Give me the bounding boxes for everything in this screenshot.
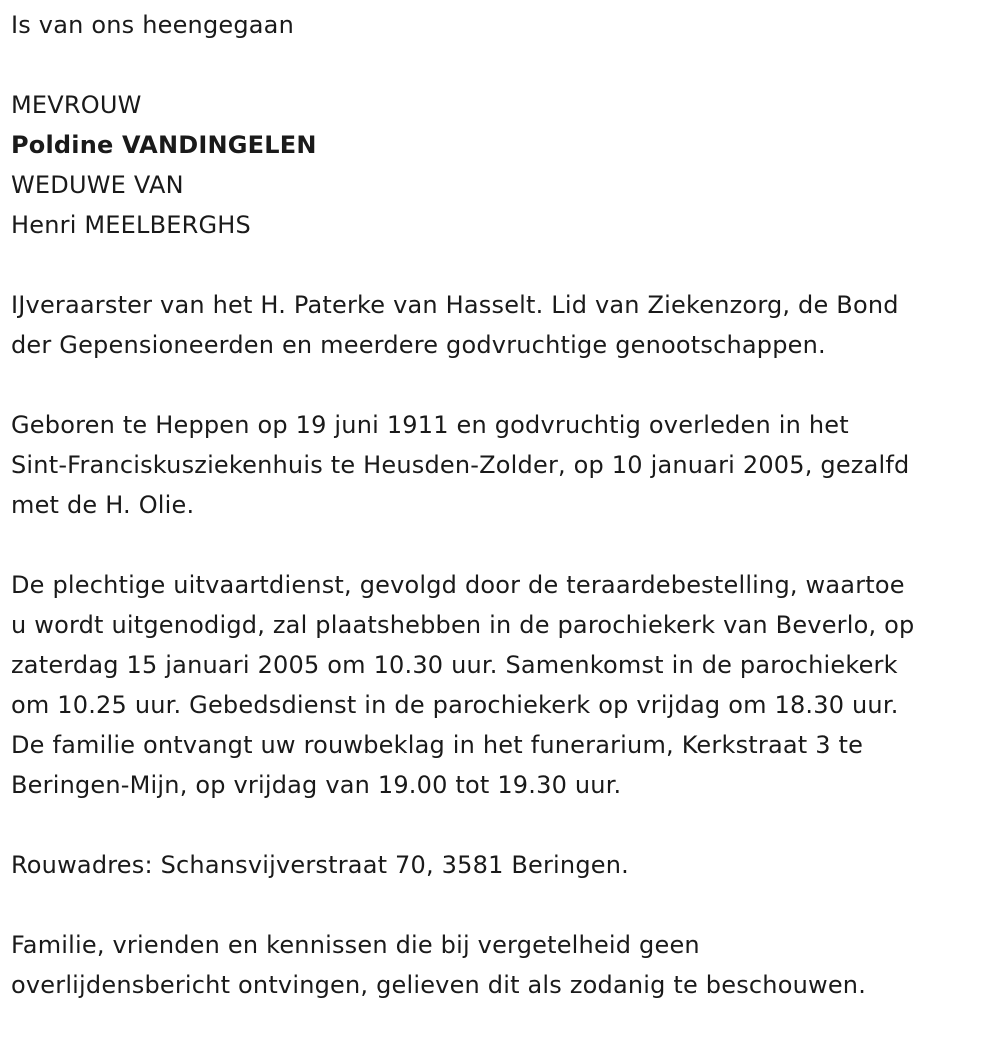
text-line: Rouwadres: Schansvijverstraat 70, 3581 Beringen. xyxy=(11,851,629,879)
paragraph-birth-death xyxy=(11,405,914,525)
text-line: De familie ontvangt uw rouwbeklag in het funerarium, Kerkstraat 3 te xyxy=(11,731,864,759)
spouse-name: Henri MEELBERGHS xyxy=(11,211,251,239)
intro-line: Is van ons heengegaan xyxy=(11,11,295,39)
text-line: u wordt uitgenodigd, zal plaatshebben in de parochiekerk van Beverlo, op xyxy=(11,611,915,639)
text-line: Familie, vrienden en kennissen die bij vergetelheid geen xyxy=(11,931,700,959)
paragraph-funeral xyxy=(11,565,914,805)
text-line: overlijdensbericht ontvingen, gelieven dit als zodanig te beschouwen. xyxy=(11,971,867,999)
paragraph-address xyxy=(11,845,914,885)
text-line: met de H. Olie. xyxy=(11,491,195,519)
spacer xyxy=(11,525,914,565)
spacer xyxy=(11,805,914,845)
title-line: MEVROUW xyxy=(11,91,142,119)
spacer xyxy=(11,245,914,285)
spacer xyxy=(11,885,914,925)
relation-line: WEDUWE VAN xyxy=(11,171,184,199)
paragraph-closing xyxy=(11,925,914,1005)
text-line: om 10.25 uur. Gebedsdienst in de parochiekerk op vrijdag om 18.30 uur. xyxy=(11,691,899,719)
text-line: Geboren te Heppen op 19 juni 1911 en godvruchtig overleden in het xyxy=(11,411,849,439)
text-line: zaterdag 15 januari 2005 om 10.30 uur. Samenkomst in de parochiekerk xyxy=(11,651,898,679)
text-line: Beringen-Mijn, op vrijdag van 19.00 tot 19.30 uur. xyxy=(11,771,622,799)
text-line: Sint-Franciskusziekenhuis te Heusden-Zolder, op 10 januari 2005, gezalfd xyxy=(11,451,910,479)
deceased-name: Poldine VANDINGELEN xyxy=(11,131,317,159)
text-line: IJveraarster van het H. Paterke van Hasselt. Lid van Ziekenzorg, de Bond xyxy=(11,291,899,319)
paragraph-affiliations xyxy=(11,285,914,365)
obituary-notice xyxy=(11,5,914,1005)
spacer xyxy=(11,365,914,405)
text-line: der Gepensioneerden en meerdere godvruchtige genootschappen. xyxy=(11,331,826,359)
spacer xyxy=(11,45,914,85)
text-line: De plechtige uitvaartdienst, gevolgd door de teraardebestelling, waartoe xyxy=(11,571,905,599)
